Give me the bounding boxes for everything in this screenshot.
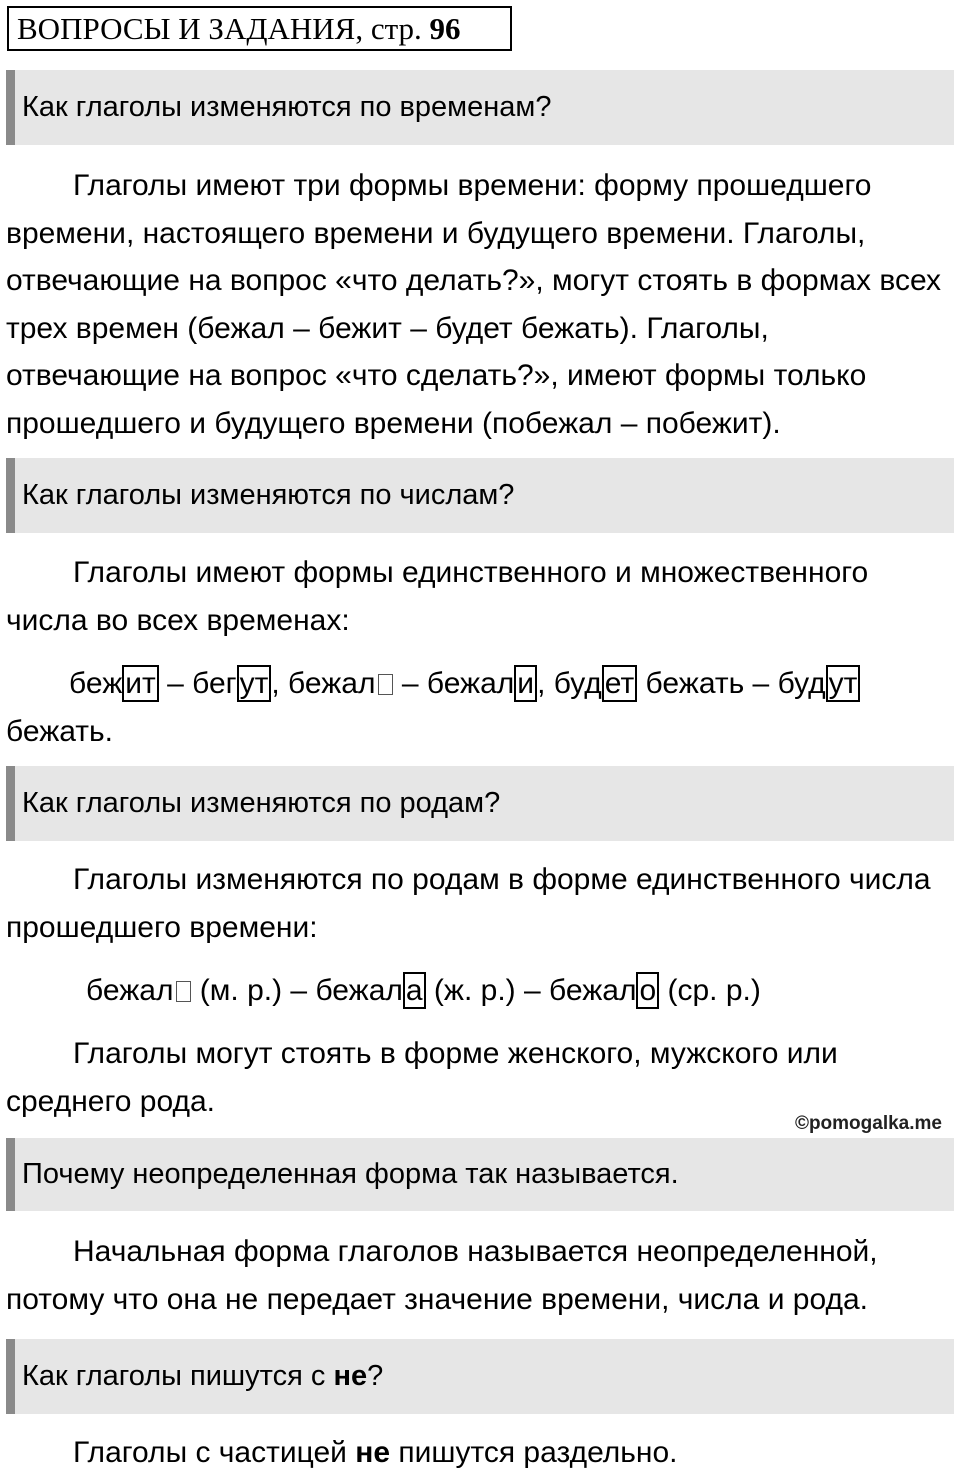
word-stem: бежал [549,974,637,1007]
word-tail: бежать. [6,714,113,748]
question-bar-tenses [6,70,954,145]
zero-ending-box [378,674,393,695]
word-stem: буд [777,667,826,700]
question-text-part: Как глаголы пишутся с [22,1360,334,1392]
page-number: 96 [429,11,461,46]
example-genders [6,967,951,1015]
answer-ne [6,1429,951,1477]
separator: , [537,667,554,700]
answer-tenses: Глаголы имеют три формы времени: форму прошедшего времени, настоящего времени и будущего времени. Глаголы, отвечающие на вопрос «что делать?», могут стоять в формах всех трех времен (бежал – бежит – будет бежать). Глаголы, отвечающие на вопрос «что сделать?», имеют формы только прошедшего и будущего времени (побежал – побежит). [6,169,941,440]
word-stem: бег [192,667,237,700]
word-ending: о [636,972,659,1009]
word-stem: бежал [86,974,174,1007]
word-stem: буд [553,667,602,700]
word-ending: ит [122,665,159,702]
word-stem: бежал [288,667,376,700]
word-ending: ут [237,665,272,702]
example-numbers [6,660,951,755]
question-bar-genders [6,766,954,841]
question-text: Как глаголы изменяются по родам? [22,787,501,819]
page-title [7,6,512,51]
question-text: Как глаголы изменяются по числам? [22,479,515,511]
word-ending: а [403,972,426,1009]
answer-infinitive: Начальная форма глаголов называется неопределенной, потому что она не передает значение времени, числа и рода. [6,1235,878,1316]
particle-ne: не [333,1360,368,1392]
answer-numbers: Глаголы имеют формы единственного и множественного числа во всех временах: [6,556,869,637]
question-text: Почему неопределенная форма так называется. [22,1158,679,1190]
particle-ne: не [355,1436,391,1469]
answer-genders: Глаголы изменяются по родам в форме единственного числа прошедшего времени: [6,863,931,944]
question-bar-numbers [6,458,954,533]
gender-note: (ж. р.) – [425,974,550,1007]
answer-text-part: пишутся раздельно. [390,1436,678,1469]
question-text [22,1360,383,1393]
watermark: ©pomogalka.me [794,1113,942,1134]
word-stem: бежал [426,667,515,700]
question-text-part: ? [367,1360,384,1392]
word-tail: бежать – [637,667,778,700]
word-stem: бежал [315,974,403,1007]
answer-text-part: Глаголы с частицей [73,1436,356,1469]
word-stem: беж [69,667,123,700]
separator: , [271,667,289,700]
gender-note: (ср. р.) [659,974,761,1007]
zero-ending-box [176,981,191,1002]
separator: – [393,667,427,700]
word-ending: ет [602,665,637,702]
question-bar-infinitive [6,1138,954,1211]
answer-genders-2: Глаголы могут стоять в форме женского, мужского или среднего рода. [6,1037,838,1118]
word-ending: ут [826,665,861,702]
title-prefix: ВОПРОСЫ И ЗАДАНИЯ, стр. [17,11,430,46]
gender-note: (м. р.) – [191,974,316,1007]
question-bar-ne [6,1339,954,1414]
question-text: Как глаголы изменяются по временам? [22,91,552,123]
separator: – [158,667,193,700]
word-ending: и [514,665,537,702]
